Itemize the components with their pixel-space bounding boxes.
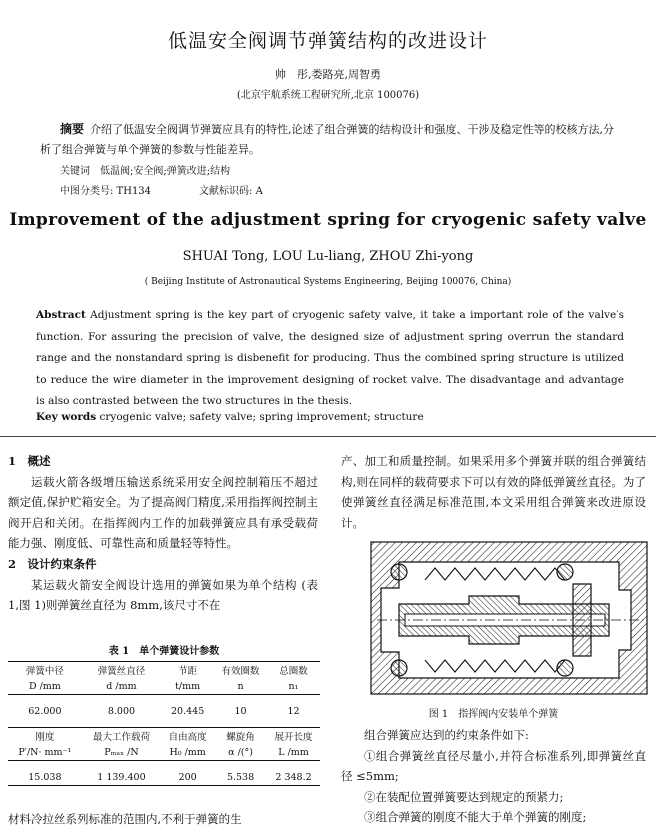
table-caption: 表 1 单个弹簧设计参数 xyxy=(108,646,220,657)
section-divider xyxy=(0,436,656,437)
figure-caption: 图 1 指挥阀内安装单个弹簧 xyxy=(428,709,559,720)
table-cell: H₀ /mm xyxy=(169,746,206,758)
keywords-en-label: Key words xyxy=(36,411,97,423)
table-cell: 12 xyxy=(287,705,300,717)
table-cell: α /(°) xyxy=(228,746,253,758)
table-cell: n₁ xyxy=(288,680,299,692)
table-cell: Pₘₐₓ /N xyxy=(104,746,139,758)
table-spacer xyxy=(8,719,320,728)
table-units-row-1 xyxy=(8,678,320,695)
heading-overview: 1 概述 xyxy=(8,454,51,468)
table-cell: P′/N· mm⁻¹ xyxy=(18,746,72,758)
table-cell: 1 139.400 xyxy=(82,769,161,786)
heading-constraints: 2 设计约束条件 xyxy=(8,556,97,571)
table-header-row-1 xyxy=(8,662,320,679)
valve-cross-section-figure xyxy=(369,540,651,698)
table-cell: 10 xyxy=(234,705,247,717)
doc-code-cn: 文献标识码: A xyxy=(199,186,263,197)
authors-cn: 帅 彤,娄路亮,周智勇 xyxy=(275,68,381,81)
table-row xyxy=(8,703,320,719)
paragraph-constraint-intro: 组合弹簧应达到的约束条件如下: xyxy=(364,728,529,742)
abstract-en-text: Adjustment spring is the key part of cryogenic safety valve, it take a important role of the valve′s function. For assuring the precision of valve, the designed size of adjustment spring overrun the standard range and the nonstandard spring is disbenefit for producing. Thus the combined spring structure is utilized to reduce the wire diameter in the improvement designing of rocket valve. The disadvantage and advantage is also contrasted between the two structures in the thesis. xyxy=(36,309,625,407)
table-cell: t/mm xyxy=(175,680,201,692)
table-cell: 展开长度 xyxy=(267,728,320,745)
keywords-en xyxy=(36,411,424,423)
spring-wire-section xyxy=(391,660,407,676)
table-cell: 20.445 xyxy=(171,705,205,717)
table-cell: 有效圈数 xyxy=(214,662,267,679)
affiliation-cn: (北京宇航系统工程研究所,北京 100076) xyxy=(236,90,420,101)
table-cell: 总圈数 xyxy=(267,662,320,679)
abstract-cn xyxy=(40,119,624,160)
constraint-item-1: ①组合弹簧丝直径尽量小,并符合标准系列,即弹簧丝直径 ≤5mm; xyxy=(341,748,646,784)
table-cell: d /mm xyxy=(106,680,137,692)
table-spacer xyxy=(8,695,320,704)
left-column-continued xyxy=(8,809,318,830)
constraint-item-2: ②在装配位置弹簧要达到规定的预紧力; xyxy=(364,789,564,804)
paragraph-overview: 运载火箭各级增压输送系统采用安全阀控制箱压不超过额定值,保护贮箱安全。为了提高阀门精度,采用指挥阀控制主阀开启和关闭。在指挥阀内工作的加载弹簧应具有承受载荷能力强、刚度低、可靠性高和质量轻等特性。 xyxy=(8,474,318,551)
table-cell: 自由高度 xyxy=(161,728,214,745)
table-cell: L /mm xyxy=(278,746,309,758)
table-cell: n xyxy=(237,680,244,692)
table-cell: 节距 xyxy=(161,662,214,679)
table-cell: 弹簧中径 xyxy=(8,662,82,679)
table-cell: 5.538 xyxy=(214,769,267,786)
table-cell: D /mm xyxy=(28,680,61,692)
abstract-en-label: Abstract xyxy=(36,309,86,321)
right-column-top xyxy=(341,451,646,533)
abstract-cn-text: 介绍了低温安全阀调节弹簧应具有的特性,论述了组合弹簧的结构设计和强度、干涉及稳定性等的校核方法,分析了组合弹簧与单个弹簧的参数与性能差异。 xyxy=(40,123,615,156)
table-cell: 8.000 xyxy=(107,705,136,717)
classification-cn: 中图分类号: TH134 xyxy=(60,186,152,197)
table-spacer xyxy=(8,761,320,770)
keywords-cn: 关键词 低温阀;安全阀;弹簧改进;结构 xyxy=(60,166,231,177)
classification-line-cn xyxy=(60,182,263,197)
paragraph-continued: 材料冷拉丝系列标准的范围内,不利于弹簧的生 xyxy=(8,812,242,826)
spring-parameter-table xyxy=(8,661,320,786)
table-header-row-2 xyxy=(8,728,320,745)
left-column xyxy=(8,451,318,616)
right-column-bottom xyxy=(341,725,646,828)
table-cell: 62.000 xyxy=(28,705,62,717)
constraint-item-3: ③组合弹簧的刚度不能大于单个弹簧的刚度; xyxy=(364,810,587,825)
table-cell: 螺旋角 xyxy=(214,728,267,745)
table-cell: 刚度 xyxy=(8,728,82,745)
spring-wire-section xyxy=(557,564,573,580)
table-cell: 15.038 xyxy=(8,769,82,786)
spring-wire-section xyxy=(391,564,407,580)
keywords-en-text: cryogenic valve; safety valve; spring improvement; structure xyxy=(99,411,424,423)
abstract-en xyxy=(36,305,624,413)
abstract-cn-label: 摘要 xyxy=(60,122,85,136)
table-cell: 200 xyxy=(161,769,214,786)
paper-title-cn: 低温安全阀调节弹簧结构的改进设计 xyxy=(167,30,488,52)
table-cell: 2 348.2 xyxy=(267,769,320,786)
table-units-row-2 xyxy=(8,744,320,761)
authors-en: SHUAI Tong, LOU Lu-liang, ZHOU Zhi-yong xyxy=(182,249,474,264)
paper-title-en: Improvement of the adjustment spring for cryogenic safety valve xyxy=(9,210,647,230)
paragraph-constraints: 某运载火箭安全阀设计选用的弹簧如果为单个结构 (表 1,图 1)则弹簧丝直径为 8mm,该尺寸不在 xyxy=(8,577,318,613)
table-cell: 最大工作载荷 xyxy=(82,728,161,745)
spring-wire-section xyxy=(557,660,573,676)
paragraph-combined-spring: 产、加工和质量控制。如果采用多个弹簧并联的组合弹簧结构,则在同样的载荷要求下可以有效的降低弹簧丝直径。为了使弹簧丝直径满足标准范围,本文采用组合弹簧来改进原设计。 xyxy=(341,454,646,530)
affiliation-en: ( Beijing Institute of Astronautical Systems Engineering, Beijing 100076, China) xyxy=(144,277,512,287)
table-cell: 弹簧丝直径 xyxy=(82,662,161,679)
table-row xyxy=(8,769,320,786)
